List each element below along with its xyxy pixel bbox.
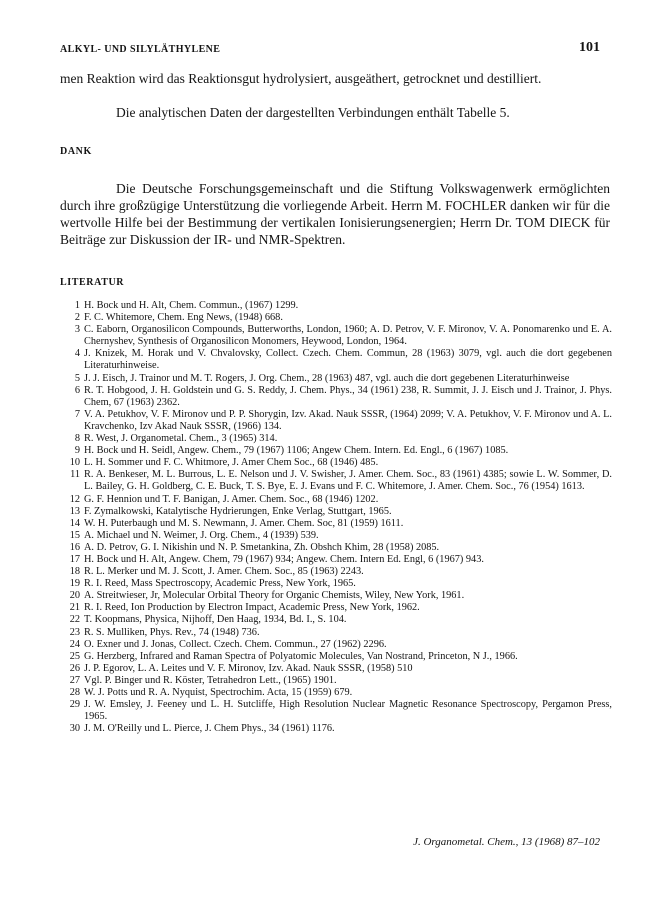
reference-number: 12 [69, 493, 80, 505]
reference-item [60, 530, 612, 542]
reference-item [60, 578, 612, 590]
reference-number: 28 [69, 687, 80, 698]
reference-text: R. West, J. Organometal. Chem., 3 (1965) 314. [84, 433, 278, 445]
reference-text: J. Knizek, M. Horak und V. Chvalovsky, Collect. Czech. Chem. Commun, 28 (1963) 3079, vgl. auch die dort gegebenen Literaturhinweise. [84, 348, 612, 372]
reference-item [60, 614, 612, 626]
reference-text: A. Michael und N. Weimer, J. Org. Chem., 4 (1939) 539. [84, 529, 319, 541]
reference-item [60, 542, 612, 554]
reference-text: R. A. Benkeser, M. L. Burrous, L. E. Nelson und J. V. Swisher, J. Amer. Chem. Soc., 83 (1961) 4385; sowie L. W. Sommer, D. L. Bailey, G. H. Goldberg, C. E. Buck, T. S. Bye, E. J. Evans und F. C. Whitemore, J. Amer. Chem. Soc., 76 (1954) 1613. [84, 469, 612, 493]
reference-item [60, 445, 612, 457]
reference-text: H. Bock und H. Seidl, Angew. Chem., 79 (1967) 1106; Angew Chem. Intern. Ed. Engl., 6 (1967) 1085. [84, 445, 509, 457]
reference-text: W. H. Puterbaugh und M. S. Newmann, J. Amer. Chem. Soc, 81 (1959) 1611. [84, 517, 404, 529]
reference-text: G. Herzberg, Infrared and Raman Spectra of Polyatomic Molecules, Van Nostrand, Princeton, N J., 1966. [84, 650, 518, 662]
paragraph-acknowledgement: Die Deutsche Forschungsgemeinschaft und die Stiftung Volkswagenwerk ermöglichten durch ihre großzügige Unterstützung die vorliegende Arbeit. Herrn M. FOCHLER danken wir für die wertvolle Hilfe bei der Bestimmung der vertikalen Ionisierungsenergien; Herrn Dr. TOM DIECK für Beiträge zur Diskussion der IR- und NMR-Spektren. [60, 181, 610, 247]
reference-number: 19 [69, 578, 80, 590]
reference-text: H. Bock und H. Alt, Angew. Chem, 79 (1967) 934; Angew. Chem. Intern Ed. Engl, 6 (1967) 943. [84, 553, 484, 565]
reference-text: L. H. Sommer und F. C. Whitmore, J. Amer Chem Soc., 68 (1946) 485. [84, 457, 379, 469]
reference-number: 25 [69, 650, 80, 662]
journal-citation: J. Organometal. Chem., 13 (1968) 87–102 [413, 836, 600, 848]
reference-text: R. T. Hobgood, J. H. Goldstein und G. S. Reddy, J. Chem. Phys., 34 (1961) 238, R. Summit, J. J. Eisch und J. Trainor, J. Phys. Chem, 67 (1963) 2362. [84, 384, 612, 408]
reference-text: J. J. Eisch, J. Trainor und M. T. Rogers, J. Org. Chem., 28 (1963) 487, vgl. auch die dort gegebenen Literaturhinweise [84, 372, 570, 384]
reference-text: R. I. Reed, Mass Spectroscopy, Academic Press, New York, 1965. [84, 578, 356, 590]
reference-item [60, 506, 612, 518]
reference-item [60, 663, 612, 675]
reference-text: R. S. Mulliken, Phys. Rev., 74 (1948) 736. [84, 626, 260, 638]
reference-text: R. I. Reed, Ion Production by Electron Impact, Academic Press, New York, 1962. [84, 602, 420, 614]
reference-item [60, 348, 612, 372]
reference-number: 3 [74, 324, 80, 336]
reference-text: G. F. Hennion und T. F. Banigan, J. Amer. Chem. Soc., 68 (1946) 1202. [84, 493, 379, 505]
reference-number: 10 [69, 457, 80, 469]
reference-item [60, 300, 612, 312]
reference-number: 23 [69, 626, 80, 638]
reference-item [60, 639, 612, 651]
reference-number: 13 [69, 505, 80, 517]
reference-item [60, 687, 612, 699]
reference-item [60, 566, 612, 578]
reference-number: 14 [69, 517, 80, 529]
reference-text: W. J. Potts und R. A. Nyquist, Spectrochim. Acta, 15 (1959) 679. [84, 687, 353, 698]
reference-item [60, 651, 612, 663]
reference-number: 16 [69, 541, 80, 553]
reference-item [60, 602, 612, 614]
paragraph-analytical-data: Die analytischen Daten der dargestellten Verbindungen enthält Tabelle 5. [116, 105, 510, 120]
reference-number: 7 [74, 408, 80, 420]
reference-number: 17 [69, 553, 80, 565]
reference-number: 1 [74, 300, 80, 311]
reference-item [60, 312, 612, 324]
reference-text: J. M. O'Reilly und L. Pierce, J. Chem Phys., 34 (1961) 1176. [84, 723, 335, 735]
reference-item [60, 554, 612, 566]
reference-number: 24 [69, 638, 80, 650]
reference-item [60, 373, 612, 385]
reference-text: A. D. Petrov, G. I. Nikishin und N. P. Smetankina, Zh. Obshch Khim, 28 (1958) 2085. [84, 541, 440, 553]
reference-number: 18 [69, 566, 80, 578]
reference-item [60, 385, 612, 409]
reference-text: V. A. Petukhov, V. F. Mironov und P. P. Shorygin, Izv. Akad. Nauk SSSR, (1964) 2099; V. A. Petukhov, V. F. Mironov und A. L. Kravchenko, Izv Akad Nauk SSSR, (1966) 134. [84, 408, 612, 432]
reference-number: 26 [69, 662, 80, 674]
section-heading-dank: DANK [60, 146, 92, 157]
reference-item [60, 699, 612, 723]
reference-text: C. Eaborn, Organosilicon Compounds, Butterworths, London, 1960; A. D. Petrov, V. F. Mironov, V. A. Ponomarenko und E. A. Chernyshev, Synthesis of Organosilicon Monomers, Heywood, London, 1964. [84, 324, 612, 348]
reference-item [60, 409, 612, 433]
reference-number: 11 [70, 469, 80, 481]
reference-text: A. Streitwieser, Jr, Molecular Orbital Theory for Organic Chemists, Wiley, New York, 1961. [84, 590, 465, 602]
reference-text: J. P. Egorov, L. A. Leites und V. F. Mironov, Izv. Akad. Nauk SSSR, (1958) 510 [84, 662, 413, 674]
reference-list [60, 300, 612, 735]
reference-text: H. Bock und H. Alt, Chem. Commun., (1967) 1299. [84, 300, 299, 311]
reference-text: O. Exner und J. Jonas, Collect. Czech. Chem. Commun., 27 (1962) 2296. [84, 638, 387, 650]
paragraph-continuation: men Reaktion wird das Reaktionsgut hydrolysiert, ausgeäthert, getrocknet und destilliert. [60, 71, 542, 86]
reference-number: 30 [69, 723, 80, 735]
reference-number: 22 [69, 614, 80, 626]
reference-item [60, 457, 612, 469]
reference-number: 21 [69, 602, 80, 614]
page-number: 101 [579, 40, 600, 55]
reference-number: 4 [74, 348, 80, 360]
reference-number: 9 [74, 445, 80, 457]
reference-item [60, 723, 612, 735]
reference-number: 5 [74, 372, 80, 384]
reference-number: 8 [74, 433, 80, 445]
reference-number: 20 [69, 590, 80, 602]
reference-text: T. Koopmans, Physica, Nijhoff, Den Haag, 1934, Bd. I., S. 104. [84, 614, 347, 626]
reference-item [60, 433, 612, 445]
reference-number: 27 [69, 674, 80, 686]
reference-item [60, 324, 612, 348]
reference-item [60, 590, 612, 602]
reference-number: 6 [74, 384, 80, 396]
reference-text: J. W. Emsley, J. Feeney und L. H. Sutcliffe, High Resolution Nuclear Magnetic Resonance Spectroscopy, Pergamon Press, 1965. [84, 699, 612, 723]
section-heading-literatur: LITERATUR [60, 277, 125, 288]
reference-number: 15 [69, 529, 80, 541]
reference-text: F. C. Whitemore, Chem. Eng News, (1948) 668. [84, 312, 283, 324]
reference-item [60, 469, 612, 493]
reference-text: F. Zymalkowski, Katalytische Hydrierungen, Enke Verlag, Stuttgart, 1965. [84, 505, 392, 517]
reference-number: 2 [74, 312, 80, 324]
reference-number: 29 [69, 699, 80, 711]
reference-item [60, 494, 612, 506]
reference-item [60, 675, 612, 687]
reference-item [60, 518, 612, 530]
reference-text: Vgl. P. Binger und R. Köster, Tetrahedron Lett., (1965) 1901. [84, 674, 337, 686]
running-head: ALKYL- UND SILYLÄTHYLENE [60, 44, 221, 55]
reference-text: R. L. Merker und M. J. Scott, J. Amer. Chem. Soc., 85 (1963) 2243. [84, 566, 364, 578]
reference-item [60, 627, 612, 639]
